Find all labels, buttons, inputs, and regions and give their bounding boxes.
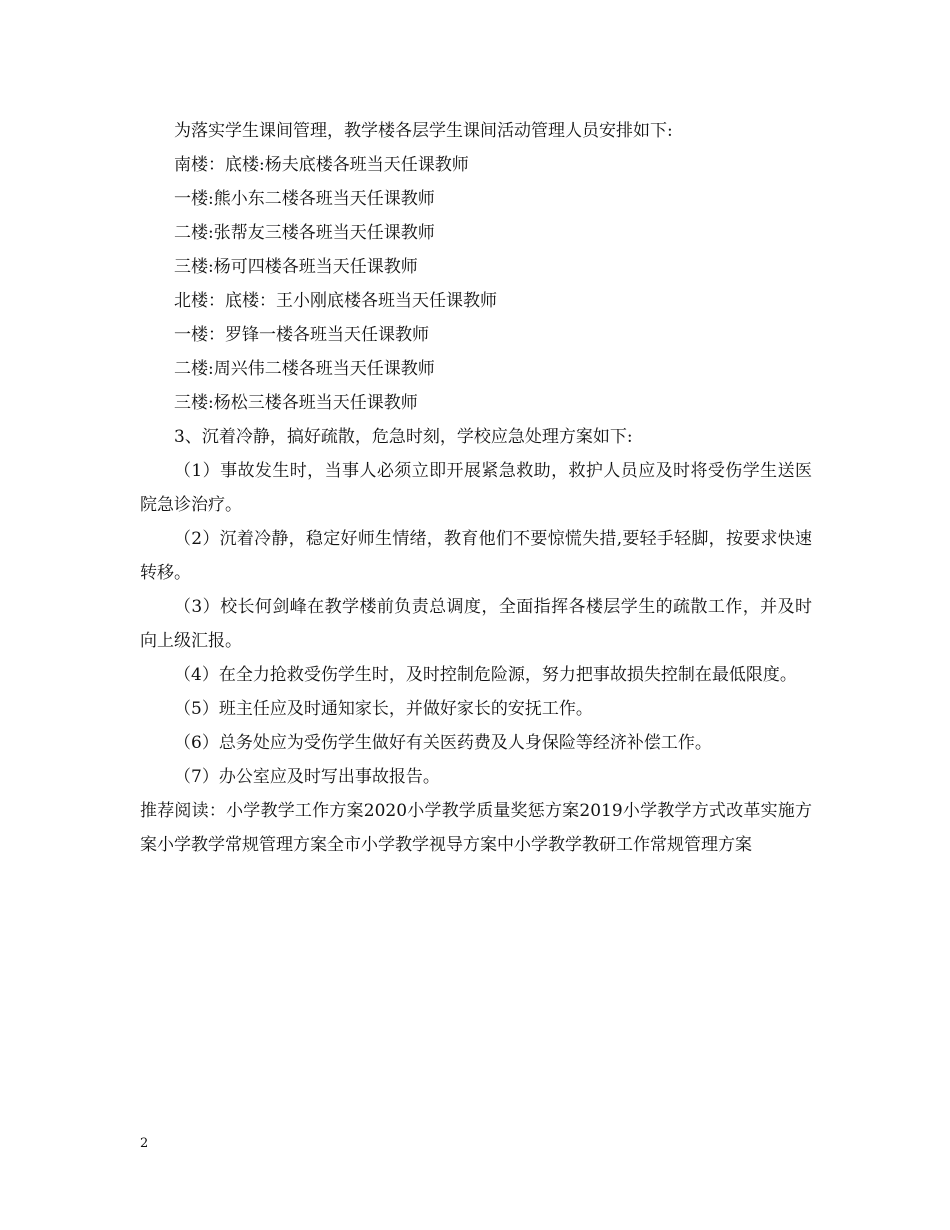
assignment-line: 二楼:张帮友三楼各班当天任课教师 bbox=[174, 223, 435, 243]
assignment-line: 三楼:杨松三楼各班当天任课教师 bbox=[174, 393, 418, 413]
document-body bbox=[140, 114, 812, 862]
emergency-step: （4）在全力抢救受伤学生时，及时控制危险源，努力把事故损失控制在最低限度。 bbox=[174, 665, 797, 685]
page-number: 2 bbox=[140, 1136, 149, 1151]
intro-paragraph: 为落实学生课间管理，教学楼各层学生课间活动管理人员安排如下: bbox=[174, 121, 673, 141]
assignment-line: 北楼：底楼：王小刚底楼各班当天任课教师 bbox=[174, 291, 497, 311]
emergency-step: （5）班主任应及时通知家长，并做好家长的安抚工作。 bbox=[174, 699, 593, 719]
assignment-line: 二楼:周兴伟二楼各班当天任课教师 bbox=[174, 359, 435, 379]
recommended-reading: 推荐阅读：小学教学工作方案2020小学教学质量奖惩方案2019小学教学方式改革实施方案小学教学常规管理方案全市小学教学视导方案中小学教学教研工作常规管理方案 bbox=[140, 801, 812, 855]
emergency-step: （7）办公室应及时写出事故报告。 bbox=[174, 767, 440, 787]
assignment-line: 三楼:杨可四楼各班当天任课教师 bbox=[174, 257, 418, 277]
emergency-step: （3）校长何剑峰在教学楼前负责总调度，全面指挥各楼层学生的疏散工作，并及时向上级汇报。 bbox=[140, 597, 812, 651]
emergency-step: （6）总务处应为受伤学生做好有关医药费及人身保险等经济补偿工作。 bbox=[174, 733, 712, 753]
section-heading: 3、沉着冷静，搞好疏散，危急时刻，学校应急处理方案如下: bbox=[174, 427, 633, 447]
assignment-line: 一楼:熊小东二楼各班当天任课教师 bbox=[174, 189, 435, 209]
emergency-step: （1）事故发生时，当事人必须立即开展紧急救助，救护人员应及时将受伤学生送医院急诊治疗。 bbox=[140, 461, 812, 515]
assignment-line: 一楼：罗锋一楼各班当天任课教师 bbox=[174, 325, 429, 345]
emergency-step: （2）沉着冷静，稳定好师生情绪，教育他们不要惊慌失措,要轻手轻脚，按要求快速转移。 bbox=[140, 529, 812, 583]
assignment-line: 南楼：底楼:杨夫底楼各班当天任课教师 bbox=[174, 155, 469, 175]
